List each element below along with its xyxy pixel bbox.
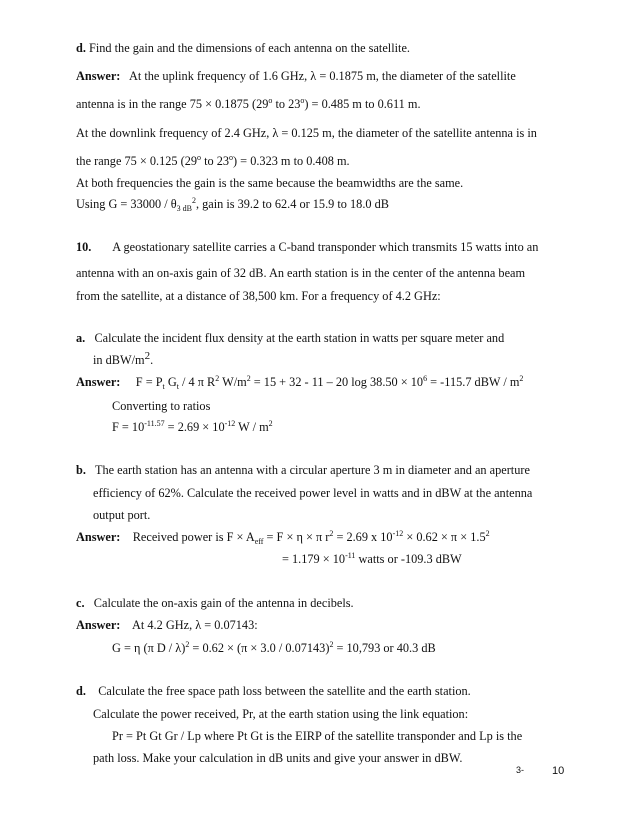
part-label: b. [76,463,86,477]
answer-line: Answer: At 4.2 GHz, λ = 0.07143: [76,618,258,632]
question-number: 10. [76,240,92,254]
text-line: Converting to ratios [112,399,211,413]
part-label: d. [76,41,86,55]
answer-line: Answer: Received power is $F \times A_{eff} = F \times \eta \times \pi$ $r^2 = 2.69$ x $10^{-12} \times 0.62 \times \pi \times 1.5^2$ [76,529,490,546]
text-line: from the satellite, at a distance of 38,500 km. For a frequency of 4.2 GHz: [76,289,441,303]
text-line: At the downlink frequency of 2.4 GHz, λ = 0.125 m, the diameter of the satellite antenna is in [76,126,537,140]
text-line: = $1.179 \times 10^{-11}$ watts or -109.3 dBW [282,551,462,566]
part-d2-question: d. Calculate the free space path loss between the satellite and the earth station. [76,684,471,698]
part-d-question: d. Find the gain and the dimensions of each antenna on the satellite. [76,41,410,55]
text-line: the range 75 × 0.125 (29$^o$ to $23^o) = 0.323$ m to 0.408 m. [76,153,350,168]
chapter-number: 3- [516,765,525,775]
text-line: antenna with an on-axis gain of 32 dB. An earth station is in the center of the antenna beam [76,266,526,280]
part-a-question: a. Calculate the incident flux density at the earth station in watts per square meter and [76,331,505,345]
part-label: d. [76,684,86,698]
answer-label: Answer: [76,530,121,544]
text-line: G = η (π $D / \lambda)^2 = 0.62 \times (\pi \times 3.0 / 0.07143)^2 = 10,793$ or 40.3 dB [112,640,436,655]
answer-label: Answer: [76,375,121,389]
part-label: c. [76,596,85,610]
page-number: 10 [552,765,565,777]
text-line: in dBW/$m^2$. [93,350,154,367]
text-line: antenna is in the range 75 × 0.1875 (29$^o$ to $23^o) = 0.485$ m to 0.611 m. [76,96,421,111]
text-line: Calculate the power received, Pr, at the earth station using the link equation: [93,707,469,721]
text-line: output port. [93,508,151,522]
part-label: a. [76,331,86,345]
answer-line: Answer: At the uplink frequency of 1.6 GHz, λ = 0.1875 m, the diameter of the satellite [76,69,516,83]
text-line: Using $G = 33000 / \theta_{3 dB}^2$, gain is 39.2 to 62.4 or 15.9 to 18.0 dB [76,196,389,213]
text-line: Pr = Pt Gt Gr / Lp where Pt Gt is the EIRP of the satellite transponder and Lp is the [112,729,523,743]
text-line: path loss. Make your calculation in dB units and give your answer in dBW. [93,751,463,765]
answer-label: Answer: [76,618,121,632]
question-10: 10. A geostationary satellite carries a C-band transponder which transmits 15 watts into an [76,240,539,254]
text-line: $F = 10^{-11.57} = 2.69 \times 10^{-12}$ W / $m^2$ [112,419,273,434]
answer-line: Answer: $F = P_t$ $G_t / 4$ π $R^2$ $W/m^2 = 15 + 32 - 11 - 20$ $\log 38.50 \times 10^6 = -115.7$ dBW / $m^2$ [76,374,524,391]
answer-label: Answer: [76,69,121,83]
part-b-question: b. The earth station has an antenna with a circular aperture 3 m in diameter and an aperture [76,463,530,477]
text-line: efficiency of 62%. Calculate the received power level in watts and in dBW at the antenna [93,486,533,500]
text-line: At both frequencies the gain is the same because the beamwidths are the same. [76,176,464,190]
part-c-question: c. Calculate the on-axis gain of the antenna in decibels. [76,596,354,610]
